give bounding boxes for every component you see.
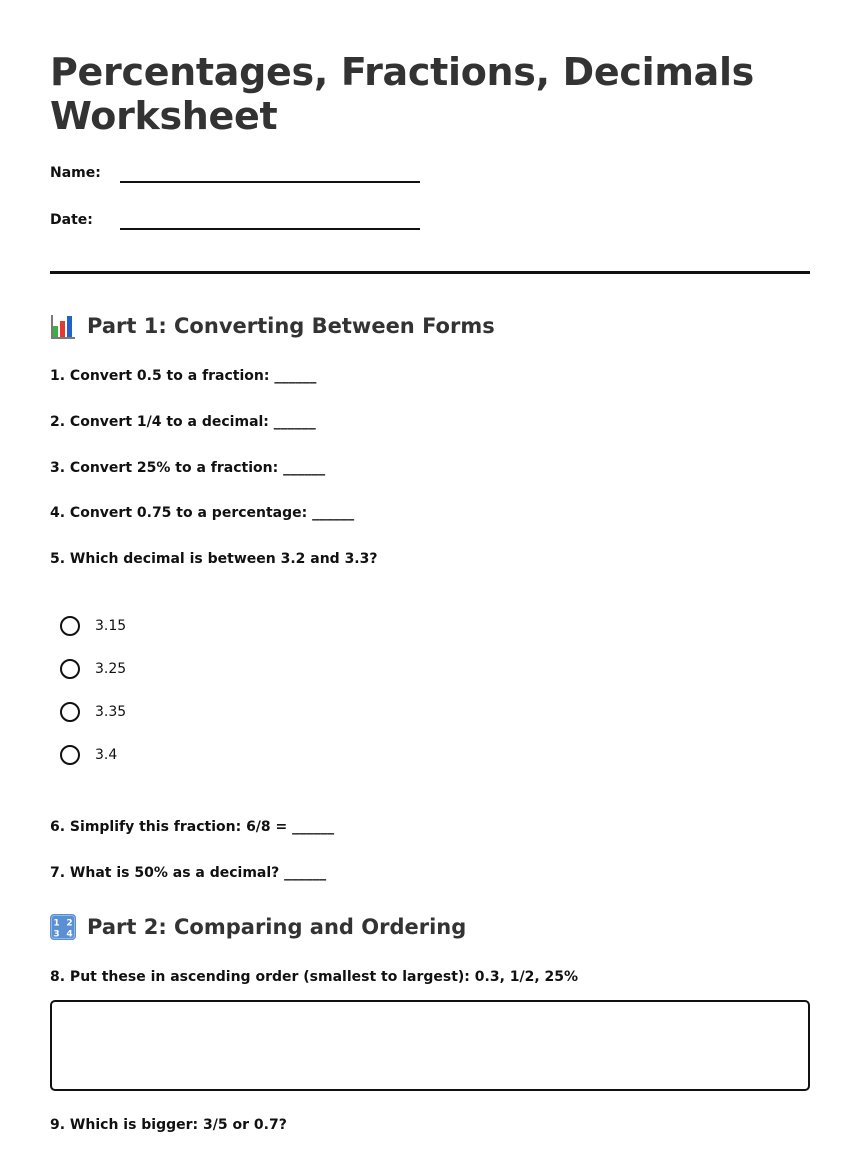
svg-text:4: 4: [66, 929, 73, 940]
svg-text:3: 3: [53, 929, 60, 940]
radio-button[interactable]: [60, 702, 80, 722]
option-label: 3.25: [95, 661, 127, 677]
page-title: Percentages, Fractions, Decimals Worksheet: [50, 50, 754, 138]
option-label: 3.15: [95, 618, 127, 634]
question-8: 8. Put these in ascending order (smallest to largest): 0.3, 1/2, 25%: [50, 969, 579, 985]
part1-heading: [50, 311, 495, 341]
q5-option-1[interactable]: [60, 614, 126, 638]
question-6: 6. Simplify this fraction: 6/8 = ______: [50, 819, 335, 835]
part2-heading: [50, 912, 466, 942]
question-1: 1. Convert 0.5 to a fraction: ______: [50, 368, 317, 384]
option-label: 3.4: [95, 747, 118, 763]
radio-button[interactable]: [60, 659, 80, 679]
radio-button[interactable]: [60, 745, 80, 765]
question-9: 9. Which is bigger: 3/5 or 0.7?: [50, 1117, 287, 1133]
date-input-line[interactable]: [120, 228, 420, 230]
answer-textbox[interactable]: [50, 1000, 810, 1091]
question-4: 4. Convert 0.75 to a percentage: ______: [50, 505, 355, 521]
question-3: 3. Convert 25% to a fraction: ______: [50, 460, 326, 476]
q5-option-2[interactable]: [60, 657, 126, 681]
name-label: Name:: [50, 165, 101, 181]
name-input-line[interactable]: [120, 181, 420, 183]
q5-option-3[interactable]: [60, 700, 126, 724]
part1-title: Part 1: Converting Between Forms: [87, 314, 495, 338]
question-2: 2. Convert 1/4 to a decimal: ______: [50, 414, 316, 430]
option-label: 3.35: [95, 704, 127, 720]
svg-text:1: 1: [53, 918, 60, 929]
bar-chart-icon: [50, 313, 76, 339]
worksheet-page: [50, 50, 810, 1133]
name-field-row: [50, 165, 450, 189]
date-label: Date:: [50, 212, 93, 228]
question-5: 5. Which decimal is between 3.2 and 3.3?: [50, 551, 378, 567]
part2-title: Part 2: Comparing and Ordering: [87, 915, 467, 939]
header-divider: [50, 271, 810, 274]
date-field-row: [50, 212, 450, 236]
svg-text:2: 2: [66, 918, 73, 929]
question-7: 7. What is 50% as a decimal? ______: [50, 865, 327, 881]
numbers-1234-icon: [50, 914, 76, 940]
q5-option-4[interactable]: [60, 743, 117, 767]
radio-button[interactable]: [60, 616, 80, 636]
